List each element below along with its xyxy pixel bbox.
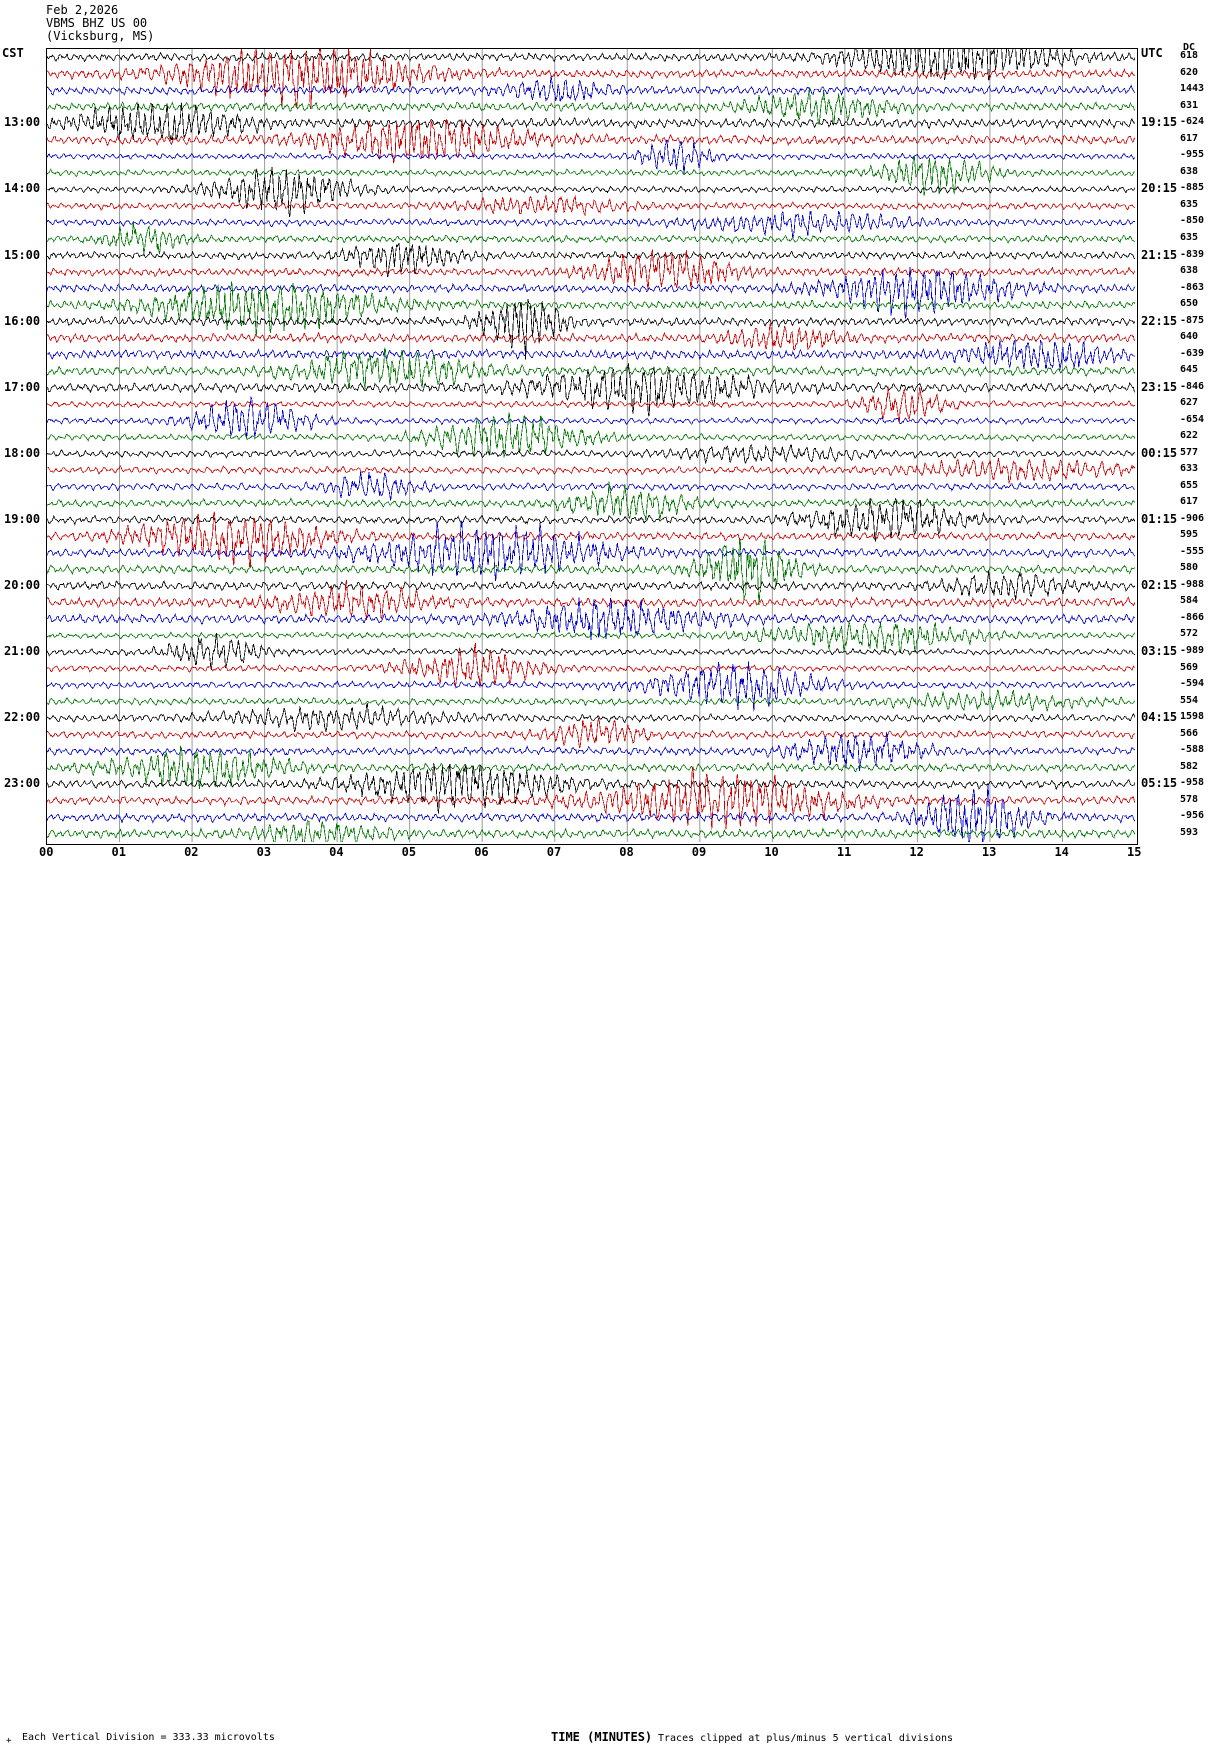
utc-time-label: 01:15: [1141, 511, 1178, 526]
cst-time-label: 18:00: [4, 445, 41, 460]
utc-time-label: 03:15: [1141, 644, 1178, 658]
utc-time-label: 23:15: [1141, 379, 1178, 394]
x-axis-title: TIME (MINUTES): [551, 1730, 653, 1744]
footer: [0, 864, 1210, 1746]
dc-offset-value: 580: [1180, 562, 1199, 574]
dc-column-label: DC: [1183, 42, 1196, 53]
dc-offset-value: -850: [1180, 215, 1205, 227]
dc-offset-value: -624: [1180, 116, 1205, 128]
dc-offset-value: -989: [1180, 645, 1205, 656]
dc-offset-value: -846: [1180, 380, 1205, 392]
dc-offset-value: 617: [1180, 132, 1199, 144]
x-tick-label: 15: [1127, 845, 1142, 859]
x-tick-label: 04: [329, 845, 344, 859]
dc-offset-value: -875: [1180, 314, 1205, 326]
dc-offset-value: -958: [1180, 777, 1205, 789]
dc-offset-value: -956: [1180, 810, 1205, 822]
dc-offset-value: -839: [1180, 248, 1205, 260]
x-axis-ticks: [0, 845, 1210, 861]
cst-time-label: 23:00: [4, 776, 41, 791]
seismogram-plot: [46, 48, 1138, 845]
dc-offset-value: 638: [1180, 265, 1199, 277]
dc-offset-value: 1443: [1180, 83, 1205, 95]
x-tick-label: 00: [39, 845, 54, 859]
utc-time-label: 04:15: [1141, 710, 1178, 725]
cst-time-label: 16:00: [4, 313, 41, 328]
dc-offset-value: -639: [1180, 347, 1205, 359]
dc-offset-value: 569: [1180, 661, 1199, 673]
dc-offset-value: 635: [1180, 198, 1199, 210]
x-tick-label: 07: [546, 845, 562, 859]
cst-time-label: 19:00: [4, 511, 41, 526]
cst-time-label: 21:00: [4, 644, 41, 658]
utc-time-label: 20:15: [1141, 181, 1178, 196]
clip-note: Traces clipped at plus/minus 5 vertical divisions: [658, 1733, 954, 1744]
dc-offset-value: 578: [1180, 793, 1199, 805]
x-tick-label: 11: [836, 845, 852, 859]
x-tick-label: 10: [764, 845, 779, 859]
dc-offset-value: 631: [1180, 99, 1199, 111]
dc-offset-value: 655: [1180, 479, 1199, 491]
x-tick-label: 08: [619, 845, 634, 859]
utc-time-label: 19:15: [1141, 115, 1178, 130]
record-date: Feb 2,2026: [46, 3, 119, 17]
dc-offset-value: -588: [1180, 744, 1205, 756]
dc-offset-value: 584: [1180, 595, 1199, 607]
dc-offset-value: 618: [1180, 50, 1199, 62]
dc-offset-value: 638: [1180, 165, 1199, 177]
dc-offset-value: -594: [1180, 678, 1205, 690]
x-tick-label: 01: [111, 845, 126, 859]
dc-offset-value: -555: [1180, 545, 1205, 557]
x-tick-label: 03: [256, 845, 272, 859]
cst-time-label: 22:00: [4, 710, 41, 725]
dc-offset-value: 640: [1180, 331, 1199, 343]
x-tick-label: 14: [1054, 845, 1069, 859]
dc-offset-value: -863: [1180, 281, 1205, 293]
dc-offset-value: -866: [1180, 611, 1205, 623]
x-tick-label: 09: [691, 845, 707, 859]
x-tick-label: 06: [474, 845, 489, 859]
amplitude-marker: +: [6, 1736, 12, 1746]
dc-offset-value: -654: [1180, 413, 1205, 425]
right-axis-label: UTC: [1141, 46, 1163, 60]
utc-time-label: 22:15: [1141, 313, 1178, 328]
dc-offset-value: -906: [1180, 512, 1205, 524]
dc-offset-value: 582: [1180, 760, 1199, 772]
station-code: VBMS BHZ US 00: [46, 16, 148, 30]
cst-time-label: 17:00: [4, 379, 41, 394]
dc-offset-value: 566: [1180, 727, 1199, 739]
dc-offset-value: 633: [1180, 463, 1199, 475]
dc-offset-value: 622: [1180, 430, 1199, 442]
left-axis-label: CST: [2, 46, 24, 60]
dc-offset-value: 577: [1180, 446, 1199, 458]
x-tick-label: 13: [981, 845, 997, 859]
utc-time-label: 21:15: [1141, 247, 1178, 262]
x-tick-label: 02: [184, 845, 199, 859]
utc-time-label: 05:15: [1141, 776, 1178, 791]
cst-time-label: 13:00: [4, 115, 41, 130]
utc-time-label: 00:15: [1141, 445, 1178, 460]
dc-offset-value: -988: [1180, 578, 1205, 590]
dc-offset-value: -885: [1180, 182, 1205, 194]
cst-time-label: 15:00: [4, 247, 41, 262]
dc-offset-value: 595: [1180, 529, 1199, 541]
scale-note: Each Vertical Division = 333.33 microvolts: [22, 1732, 275, 1743]
dc-offset-value: 635: [1180, 231, 1199, 243]
dc-offset-value: 645: [1180, 364, 1199, 376]
dc-offset-value: -955: [1180, 149, 1205, 161]
dc-offset-value: 627: [1180, 397, 1199, 409]
x-tick-label: 05: [401, 845, 417, 859]
dc-offset-value: 572: [1180, 628, 1199, 640]
utc-time-label: 02:15: [1141, 577, 1178, 592]
dc-offset-value: 620: [1180, 66, 1199, 78]
cst-time-label: 14:00: [4, 181, 41, 196]
cst-time-label: 20:00: [4, 577, 41, 592]
dc-offset-value: 1598: [1180, 711, 1205, 723]
station-location: (Vicksburg, MS): [46, 29, 155, 43]
dc-offset-value: 617: [1180, 496, 1199, 508]
dc-offset-value: 554: [1180, 694, 1199, 706]
dc-offset-value: 650: [1180, 298, 1199, 310]
x-tick-label: 12: [909, 845, 924, 859]
dc-offset-value: 593: [1180, 826, 1199, 838]
